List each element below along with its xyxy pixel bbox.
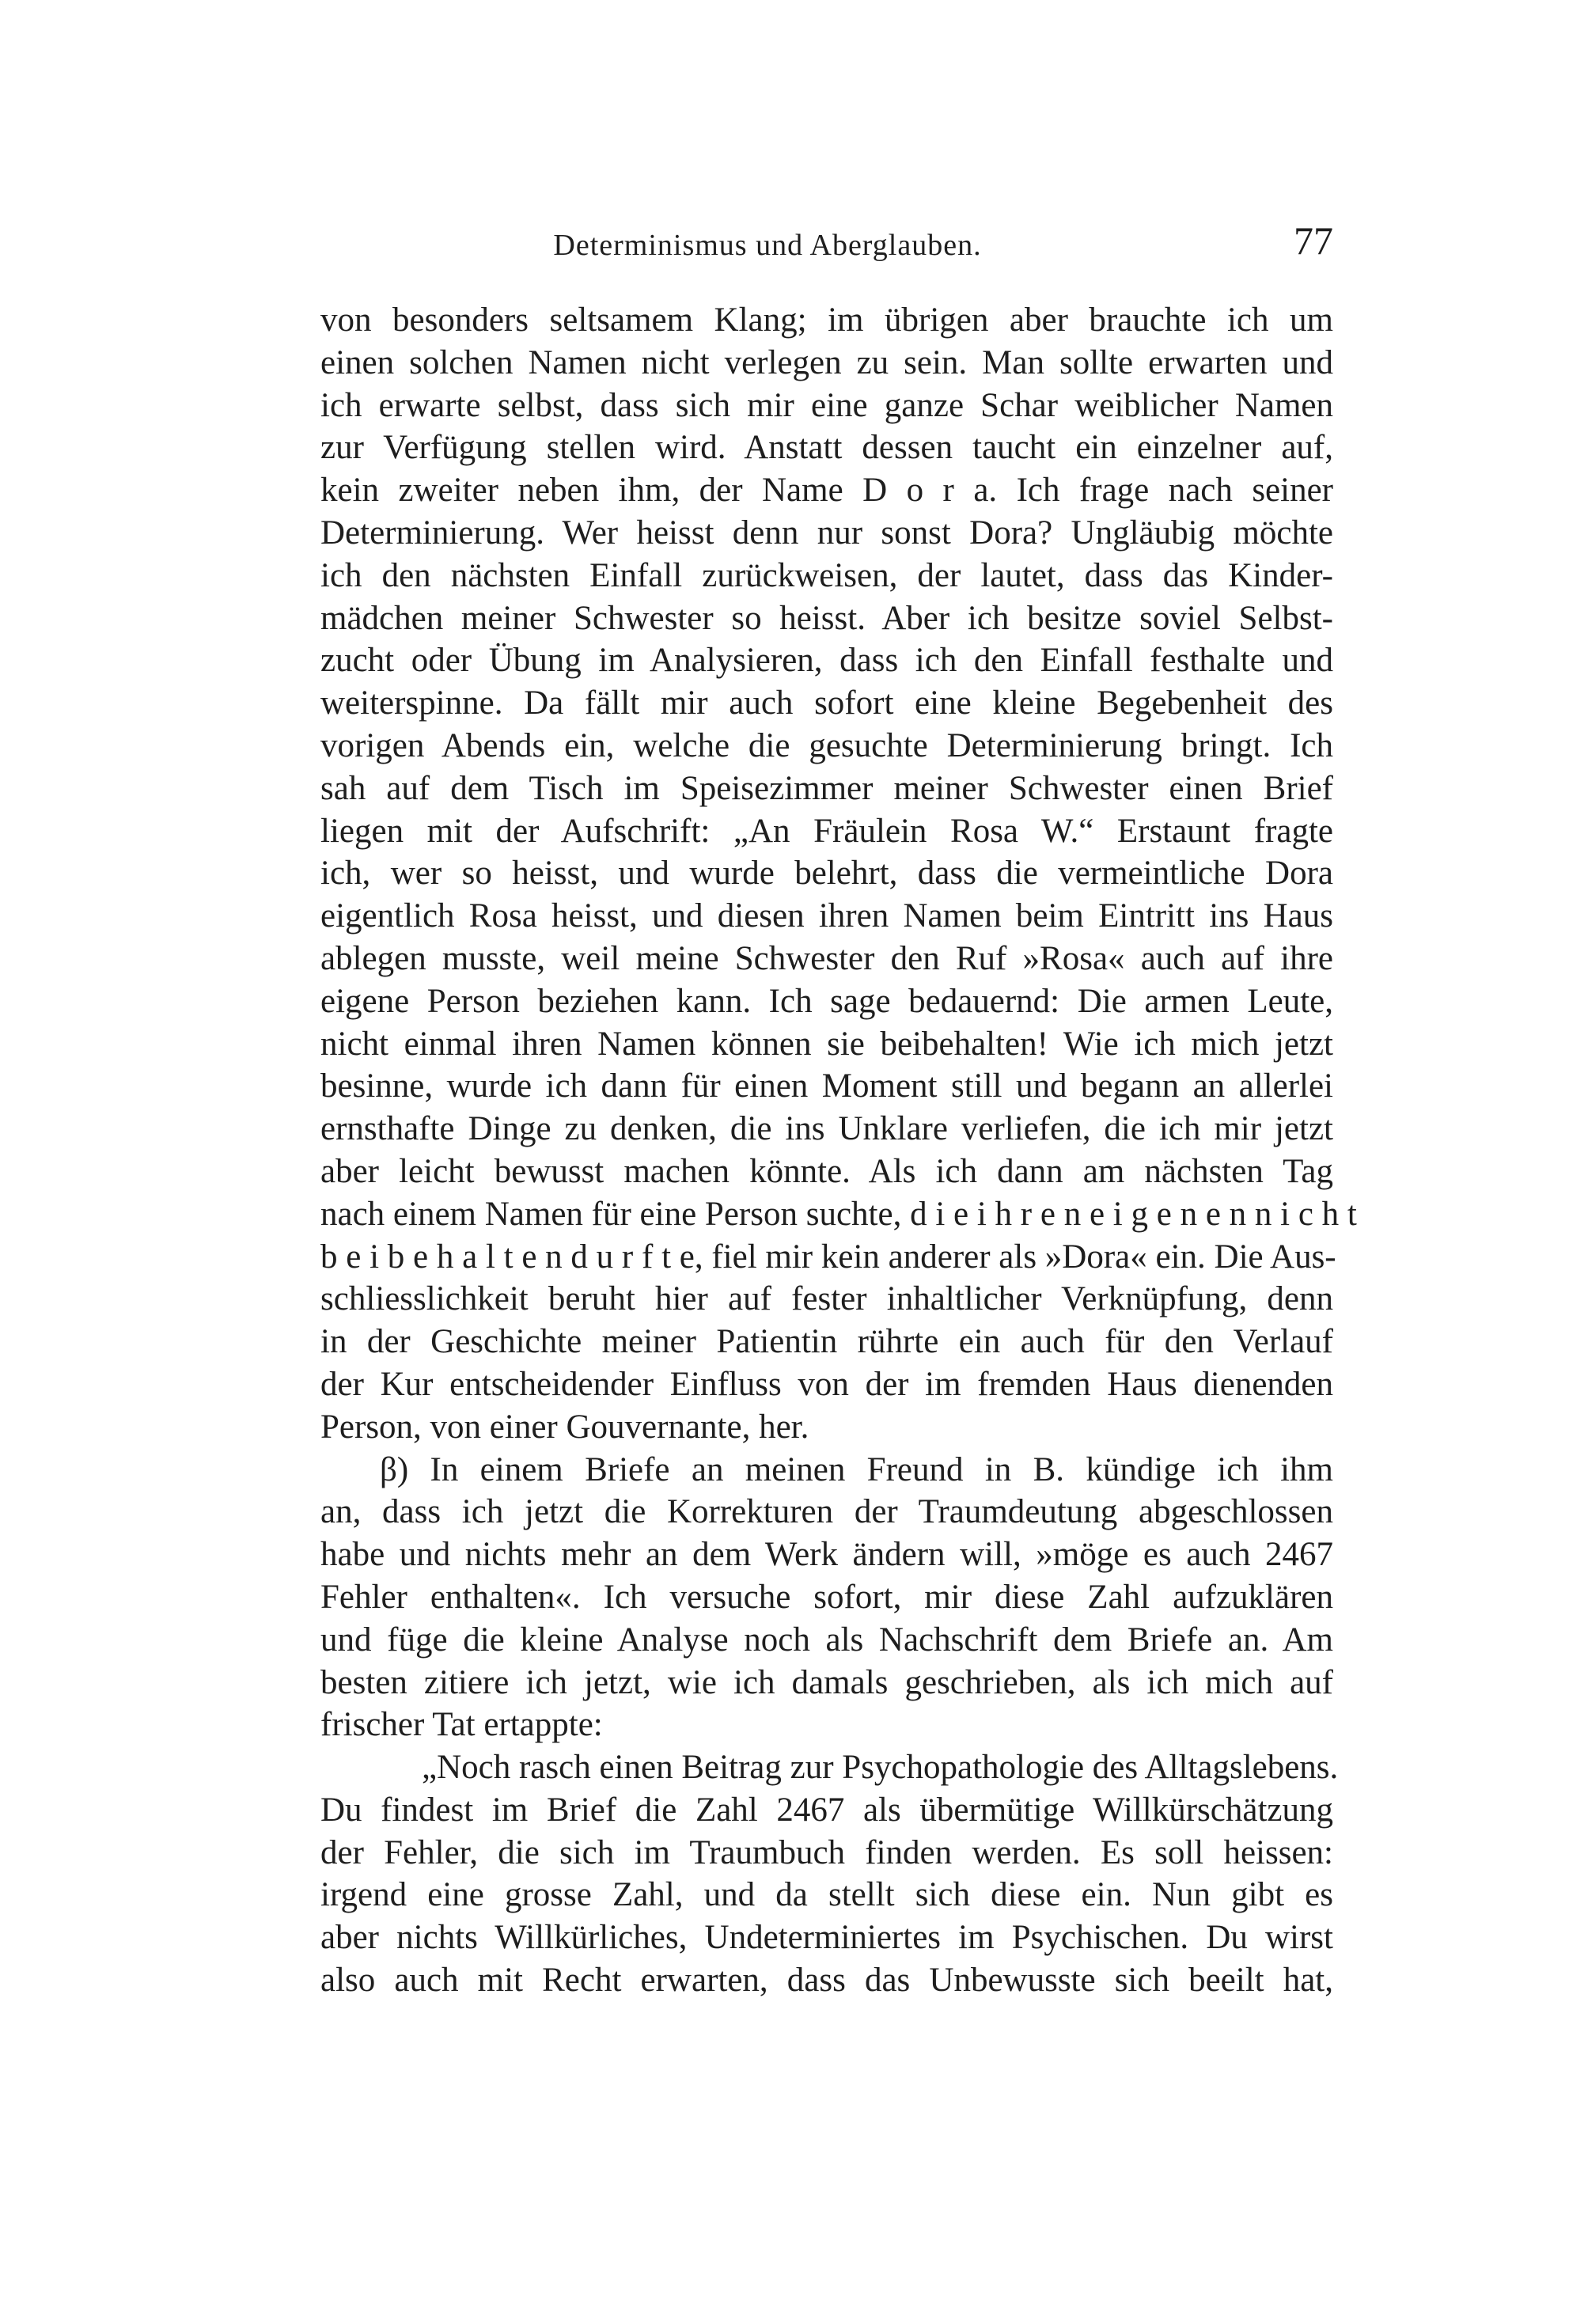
text-line: Determinierung. Wer heisst denn nur sonst Dora? Ungläubig möchte	[320, 514, 1333, 552]
text-line: schliesslichkeit beruht hier auf fester inhaltlicher Verknüpfung, denn	[320, 1280, 1333, 1318]
text-line: der Fehler, die sich im Traumbuch finden werden. Es soll heissen:	[320, 1833, 1333, 1871]
text-line: in der Geschichte meiner Patientin rührte ein auch für den Verlauf	[320, 1323, 1333, 1361]
text-line: und füge die kleine Analyse noch als Nachschrift dem Briefe an. Am	[320, 1621, 1333, 1659]
body-text	[320, 299, 1357, 2002]
text-line: eigentlich Rosa heisst, und diesen ihren Namen beim Eintritt ins Haus	[320, 897, 1333, 935]
text-line: aber leicht bewusst machen könnte. Als ich dann am nächsten Tag	[320, 1152, 1333, 1190]
text-line: ich den nächsten Einfall zurückweisen, der lautet, dass das Kinder-	[320, 556, 1333, 594]
text-line: habe und nichts mehr an dem Werk ändern will, »möge es auch 2467	[320, 1536, 1333, 1574]
text-line: an, dass ich jetzt die Korrekturen der Traumdeutung abgeschlossen	[320, 1493, 1333, 1531]
text-line: mädchen meiner Schwester so heisst. Aber ich besitze soviel Selbst-	[320, 599, 1333, 637]
text-line: von besonders seltsamem Klang; im übrigen aber brauchte ich um	[320, 301, 1333, 339]
text-line: ich erwarte selbst, dass sich mir eine ganze Schar weiblicher Namen	[320, 386, 1333, 424]
text-line: vorigen Abends ein, welche die gesuchte Determinierung bringt. Ich	[320, 726, 1333, 764]
text-line: also auch mit Recht erwarten, dass das Unbewusste sich beeilt hat,	[320, 1962, 1333, 2000]
text-line: ernsthafte Dinge zu denken, die ins Unklare verliefen, die ich mir jetzt	[320, 1110, 1333, 1148]
text-line: frischer Tat ertappte:	[320, 1706, 603, 1744]
page-number: 77	[1294, 218, 1333, 263]
text-line: nicht einmal ihren Namen können sie beibehalten! Wie ich mich jetzt	[320, 1025, 1333, 1063]
text-line: ablegen musste, weil meine Schwester den Ruf »Rosa« auch auf ihre	[320, 939, 1333, 977]
running-title: Determinismus und Aberglauben.	[553, 229, 982, 262]
text-line: ich, wer so heisst, und wurde belehrt, dass die vermeintliche Dora	[320, 855, 1333, 893]
text-line: Du findest im Brief die Zahl 2467 als übermütige Willkürschätzung	[320, 1791, 1333, 1829]
text-line: nach einem Namen für eine Person suchte, d i e i h r e n e i g e n e n n i c h t	[320, 1195, 1357, 1233]
text-line: zur Verfügung stellen wird. Anstatt dessen taucht ein einzelner auf,	[320, 429, 1333, 467]
running-head	[320, 218, 1333, 269]
text-line: irgend eine grosse Zahl, und da stellt sich diese ein. Nun gibt es	[320, 1876, 1333, 1914]
text-line: Person, von einer Gouvernante, her.	[320, 1408, 809, 1446]
text-line: sah auf dem Tisch im Speisezimmer meiner Schwester einen Brief	[320, 769, 1333, 807]
text-line: zucht oder Übung im Analysieren, dass ich den Einfall festhalte und	[320, 642, 1333, 680]
text-line: kein zweiter neben ihm, der Name D o r a. Ich frage nach seiner	[320, 472, 1333, 510]
text-line: besinne, wurde ich dann für einen Moment still und begann an allerlei	[320, 1067, 1333, 1105]
text-line: der Kur entscheidender Einfluss von der im fremden Haus dienenden	[320, 1365, 1333, 1403]
text-line: β) In einem Briefe an meinen Freund in B. kündige ich ihm	[380, 1450, 1333, 1488]
text-line: Fehler enthalten«. Ich versuche sofort, mir diese Zahl aufzuklären	[320, 1578, 1333, 1616]
text-line: weiterspinne. Da fällt mir auch sofort eine kleine Begebenheit des	[320, 684, 1333, 722]
text-line: aber nichts Willkürliches, Undeterminiertes im Psychischen. Du wirst	[320, 1919, 1333, 1957]
text-line: b e i b e h a l t e n d u r f t e, fiel mir kein anderer als »Dora« ein. Die Aus-	[320, 1238, 1336, 1276]
text-line: liegen mit der Aufschrift: „An Fräulein Rosa W.“ Erstaunt fragte	[320, 812, 1333, 850]
text-line: „Noch rasch einen Beitrag zur Psychopathologie des Alltagslebens.	[422, 1749, 1339, 1787]
text-line: besten zitiere ich jetzt, wie ich damals geschrieben, als ich mich auf	[320, 1663, 1333, 1701]
text-line: eigene Person beziehen kann. Ich sage bedauernd: Die armen Leute,	[320, 982, 1333, 1020]
text-line: einen solchen Namen nicht verlegen zu sein. Man sollte erwarten und	[320, 343, 1333, 381]
